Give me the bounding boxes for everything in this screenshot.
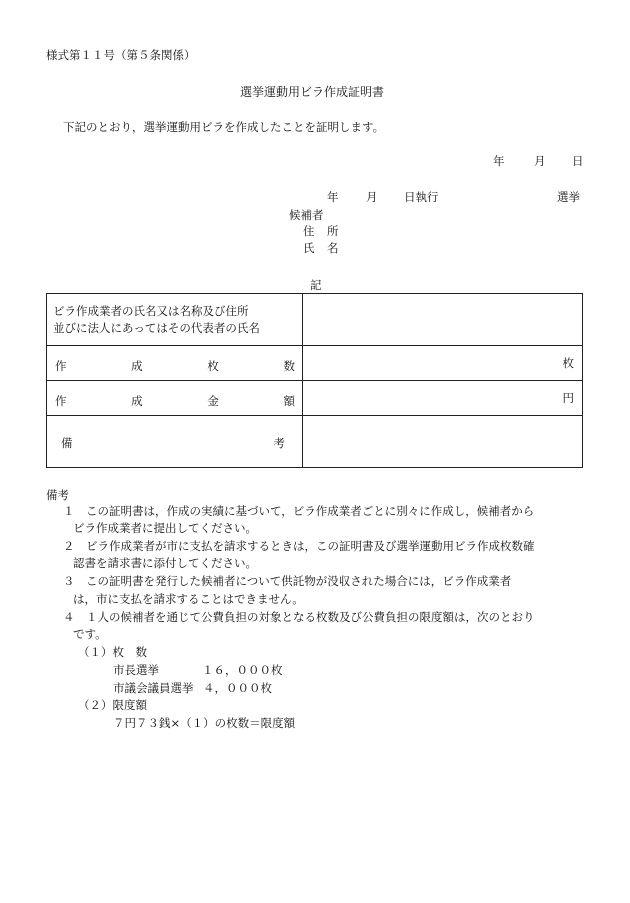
note-3-line1: ３ この証明書を発行した候補者について供託物が没収された場合には，ビラ作成業者	[63, 574, 512, 588]
amount-unit: 円	[562, 391, 574, 405]
vendor-label-line1: ビラ作成業者の氏名又は名称及び住所	[53, 304, 249, 318]
table-row-vendor	[47, 294, 582, 346]
note-1-line2: ビラ作成業者に提出してください。	[73, 521, 257, 535]
election-held-label: 日執行	[404, 190, 439, 204]
form-number: 様式第１１号（第５条関係）	[46, 48, 196, 62]
election-month-label: 月	[366, 190, 378, 204]
table-row-amount	[47, 381, 582, 416]
count-char-1: 作	[55, 359, 67, 373]
vendor-label-line2: 並びに法人にあってはその代表者の氏名	[53, 321, 260, 335]
address-label-1: 住	[303, 224, 315, 238]
mayor-election-label: 市長選挙	[113, 663, 159, 677]
date-year-label: 年	[493, 154, 505, 168]
intro-text: 下記のとおり，選挙運動用ビラを作成したことを証明します。	[63, 120, 385, 134]
notes-heading: 備考	[46, 488, 69, 502]
remarks-label	[61, 435, 285, 451]
sub-item-count-heading: （１）枚 数	[78, 645, 147, 659]
amount-char-3: 金	[207, 394, 219, 408]
note-2-line2: 認書を請求書に添付してください。	[73, 556, 257, 570]
council-election-value: ４，０００枚	[203, 681, 272, 695]
note-3-line2: は，市に支払を請求することはできません。	[73, 592, 304, 606]
amount-char-1: 作	[55, 394, 67, 408]
remarks-char-2: 考	[273, 436, 285, 450]
table-row-remarks	[47, 416, 582, 467]
count-unit: 枚	[562, 356, 574, 370]
table-row-count	[47, 346, 582, 381]
limit-formula: ７円７３銭×（１）の枚数＝限度額	[113, 716, 296, 730]
amount-label	[55, 393, 295, 409]
address-label-2: 所	[327, 224, 339, 238]
mayor-election-value: １６，０００枚	[202, 663, 283, 677]
sub-item-limit-heading: （２）限度額	[78, 698, 147, 712]
count-char-3: 枚	[207, 359, 219, 373]
council-election-label: 市議会議員選挙	[113, 681, 194, 695]
amount-char-2: 成	[131, 394, 143, 408]
page-title: 選挙運動用ビラ作成証明書	[240, 85, 385, 99]
ki-heading: 記	[310, 278, 322, 292]
remarks-char-1: 備	[61, 436, 73, 450]
date-day-label: 日	[572, 154, 584, 168]
name-label-2: 名	[327, 241, 339, 255]
certificate-table	[46, 293, 583, 468]
name-label-1: 氏	[303, 241, 315, 255]
candidate-label: 候補者	[289, 208, 324, 222]
election-name-label: 選挙	[557, 190, 580, 204]
election-year-label: 年	[327, 190, 339, 204]
note-1-line1: １ この証明書は，作成の実績に基づいて，ビラ作成業者ごとに別々に作成し，候補者から	[63, 504, 535, 518]
note-4-line2: です。	[73, 627, 107, 641]
count-label	[55, 358, 295, 374]
count-char-2: 成	[131, 359, 143, 373]
note-4-line1: ４ １人の候補者を通じて公費負担の対象となる枚数及び公費負担の限度額は，次のとおり	[63, 610, 535, 624]
note-2-line1: ２ ビラ作成業者が市に支払を請求するときは，この証明書及び選挙運動用ビラ作成枚数確	[63, 539, 535, 553]
amount-char-4: 額	[283, 394, 295, 408]
count-char-4: 数	[283, 359, 295, 373]
date-month-label: 月	[534, 154, 546, 168]
